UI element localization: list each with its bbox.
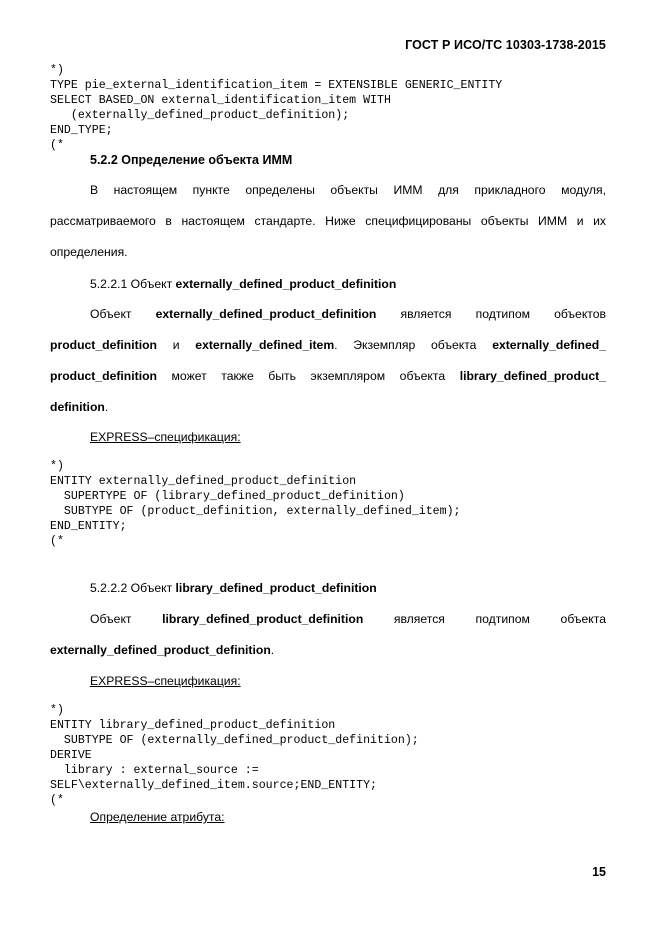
subsection-5-2-2-1-paragraph [50,299,606,423]
attribute-definition-label: Определение атрибута: [90,810,225,824]
code-line: *) [50,460,64,473]
code-line: (* [50,139,64,152]
subsection-heading-5-2-2-1: 5.2.2.1 Объект externally_defined_product_definition [90,277,397,291]
paragraph-line: product_definition и externally_defined_item. Экземпляр объекта externally_defined_ [50,338,606,352]
code-line: library : external_source := [50,764,259,777]
paragraph-line: definition. [50,400,109,414]
code-line: SELF\externally_defined_item.source;END_ENTITY; [50,779,377,792]
code-line: TYPE pie_external_identification_item = EXTENSIBLE GENERIC_ENTITY [50,79,503,92]
paragraph-line: Объект library_defined_product_definition является подтипом объекта [90,612,606,626]
code-line: (* [50,535,64,548]
code-line: *) [50,704,64,717]
code-line: END_TYPE; [50,124,113,137]
code-line: ENTITY library_defined_product_definition [50,719,336,732]
code-line: SUBTYPE OF (product_definition, externally_defined_item); [50,505,461,518]
paragraph-line: В настоящем пункте определены объекты ИММ для прикладного модуля, [90,183,606,197]
code-block-type-definition [50,63,502,153]
paragraph-line: product_definition может также быть экземпляром объекта library_defined_product_ [50,369,606,383]
express-specification-label: EXPRESS–спецификация: [90,674,241,688]
code-line: DERIVE [50,749,92,762]
express-specification-label: EXPRESS–спецификация: [90,430,241,444]
code-line: (* [50,794,64,807]
code-block-externally-defined-product-definition [50,459,461,549]
subsection-heading-5-2-2-2: 5.2.2.2 Объект library_defined_product_definition [90,581,377,595]
paragraph-line: определения. [50,245,128,259]
page-number: 15 [592,865,606,879]
code-line: ENTITY externally_defined_product_definition [50,475,357,488]
code-line: SELECT BASED_ON external_identification_item WITH [50,94,391,107]
code-line: SUPERTYPE OF (library_defined_product_definition) [50,490,405,503]
code-line: *) [50,64,64,77]
document-header: ГОСТ Р ИСО/ТС 10303-1738-2015 [405,38,606,52]
code-block-library-defined-product-definition [50,703,419,808]
paragraph-line: рассматриваемого в настоящем стандарте. Ниже специфицированы объекты ИММ и их [50,214,606,228]
paragraph-line: Объект externally_defined_product_definition является подтипом объектов [90,307,606,321]
code-line: END_ENTITY; [50,520,127,533]
section-heading-5-2-2: 5.2.2 Определение объекта ИММ [90,153,293,167]
paragraph-line: externally_defined_product_definition. [50,643,275,657]
section-5-2-2-paragraph [50,175,606,268]
code-line: SUBTYPE OF (externally_defined_product_definition); [50,734,419,747]
code-line: (externally_defined_product_definition); [50,109,350,122]
subsection-5-2-2-2-paragraph [50,604,606,666]
